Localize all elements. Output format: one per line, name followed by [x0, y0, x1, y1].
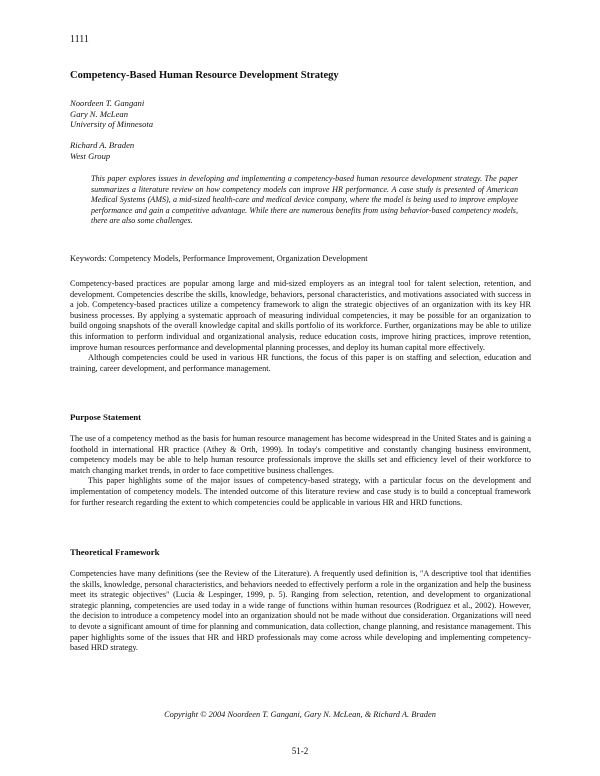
author-affiliation: University of Minnesota	[70, 119, 154, 129]
author-name: Richard A. Braden	[70, 140, 135, 150]
running-page-number: 1111	[70, 34, 89, 45]
paragraph: Although competencies could be used in various HR functions, the focus of this paper is on staffing and selection, education and training, career development, and performance management.	[70, 353, 531, 373]
author-affiliation: West Group	[70, 150, 111, 161]
copyright-notice: Copyright © 2004 Noordeen T. Gangani, Gary N. McLean, & Richard A. Braden	[164, 710, 436, 719]
keywords: Keywords: Competency Models, Performance Improvement, Organization Development	[70, 254, 368, 263]
abstract: This paper explores issues in developing and implementing a competency-based human resource development strategy. The paper summarizes a literature review on how competency models can improve HR performance. A case study is presented of American Medical Systems (AMS), a mid-sized health-care and medical device company, where the model is being used to improve employee performance and gain a competitive advantage. While there are numerous benefits from using behavior-based competency models, there are also some challenges.	[91, 174, 518, 226]
section-heading-purpose: Purpose Statement	[70, 412, 142, 422]
purpose-section	[70, 434, 531, 508]
paragraph: The use of a competency method as the basis for human resource management has become widespread in the United States and is gaining a foothold in international HR practice (Athey & Orth, 1999). In today's competitive and constantly changing business environment, competency models may be able to help human resource professionals improve the skills set and efficiency level of their workforce to match changing market trends, in order to face competitive business challenges.	[70, 434, 531, 475]
page-number: 51-2	[291, 746, 309, 756]
section-heading-framework: Theoretical Framework	[70, 547, 160, 557]
paragraph: This paper highlights some of the major issues of competency-based strategy, with a particular focus on the development and implementation of competency models. The intended outcome of this literature review and case study is to build a conceptual framework for further research regarding the extent to which competencies could be applicable in various HR and HRD functions.	[70, 476, 531, 507]
author-name: Noordeen T. Gangani	[70, 98, 145, 108]
paragraph: Competencies have many definitions (see the Review of the Literature). A frequently used definition is, "A descriptive tool that identifies the skills, knowledge, personal characteristics, and behaviors needed to effectively perform a role in the organization and help the business meet its strategic objectives" (Lucia & Lespinger, 1999, p. 5). Ranging from selection, retention, and development to organizational strategic planning, competencies are used today in a wide range of functions within human resources (Rodriguez et al., 2002). However, the decision to introduce a competency model into an organization should not be made without due consideration. Organizations will need to devote a significant amount of time for planning and communication, data collection, change planning, and resistance management. This paper highlights some of the issues that HR and HRD professionals may come across while developing and implementing competency-based HRD strategy.	[70, 569, 531, 653]
introduction-section	[70, 279, 531, 374]
author-block	[70, 98, 153, 161]
paper-title: Competency-Based Human Resource Development Strategy	[70, 70, 339, 81]
paragraph: Competency-based practices are popular among large and mid-sized employers as an integral tool for talent selection, retention, and development. Competencies describe the skills, knowledge, behaviors, personal characteristics, and motivations associated with success in a job. Competency-based practices utilize a competency framework to align the strategic objectives of an organization with its key HR business processes. By applying a systematic approach of measuring individual competencies, it may be possible for an organization to build ongoing snapshots of the overall knowledge capital and skills portfolio of its workforce. Further, organizations may be able to utilize this information to perform individual and organizational analysis, reduce education costs, improve hiring practices, improve retention, improve human resources performance and developmental planning processes, and deploy its human capital more effectively.	[70, 279, 531, 352]
author-name: Gary N. McLean	[70, 108, 128, 119]
framework-section	[70, 569, 531, 654]
